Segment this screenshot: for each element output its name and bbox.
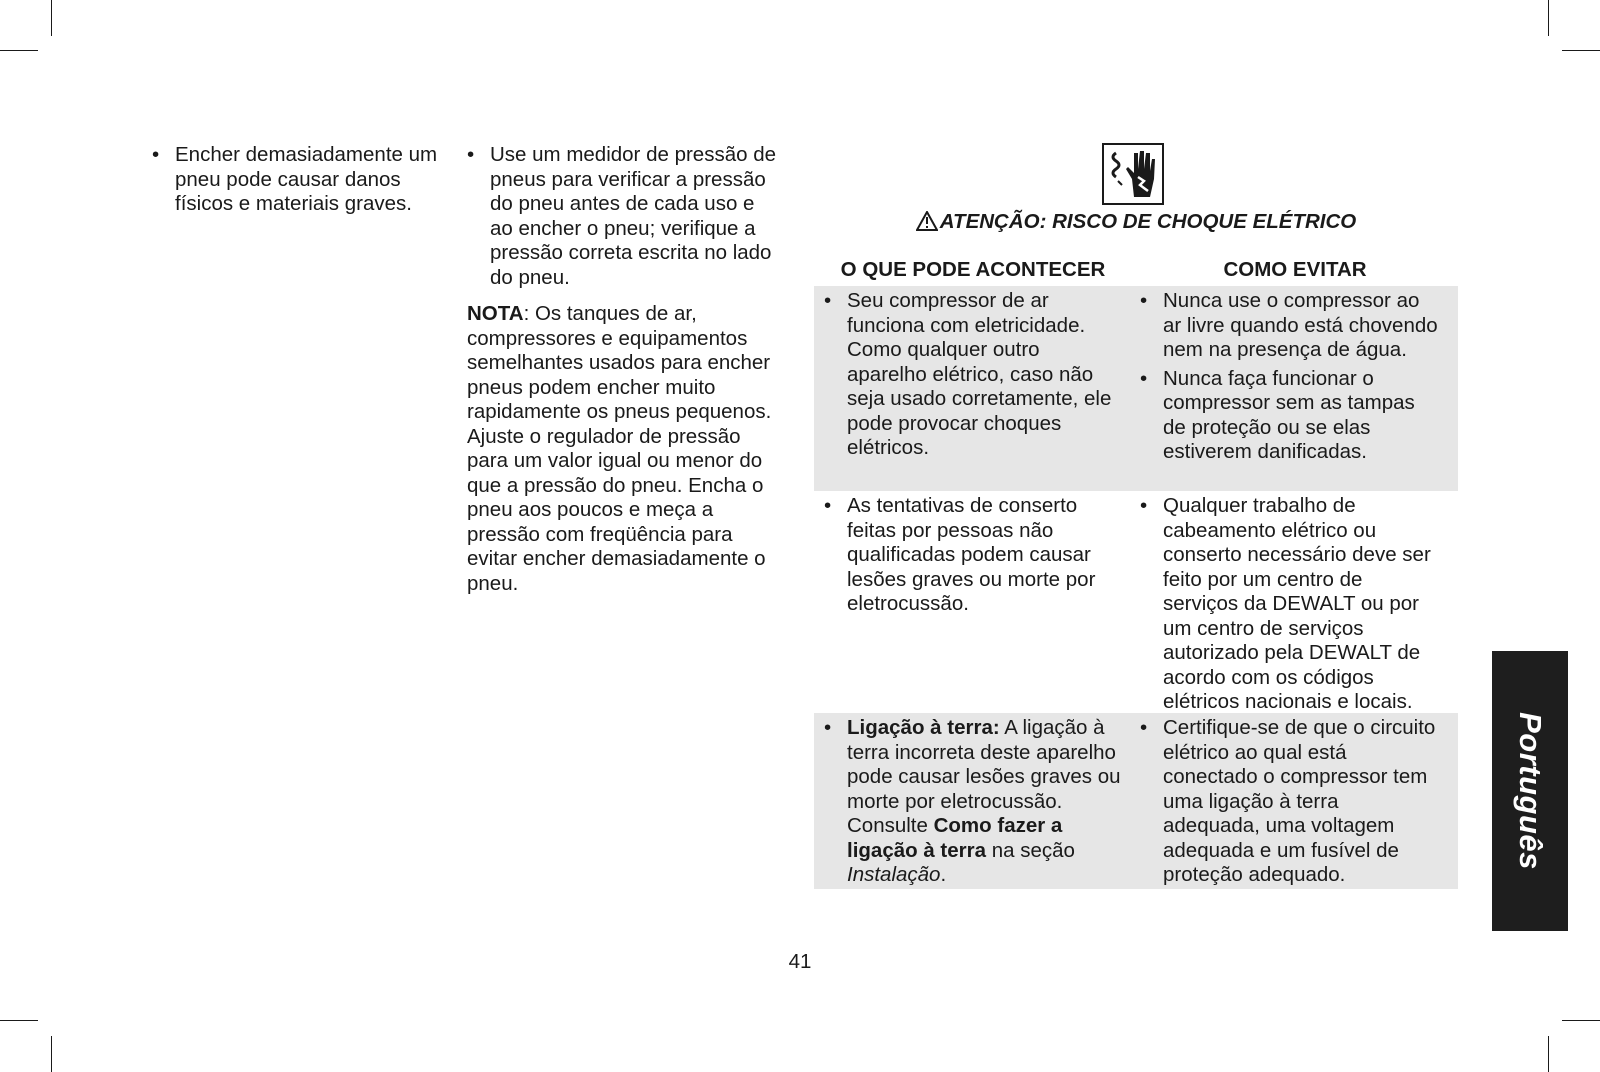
table-row [814, 713, 1458, 889]
table-cell-left [824, 494, 1124, 617]
table-cell-left [824, 289, 1124, 461]
crop-mark [51, 1036, 52, 1072]
italic-reference: Instalação [847, 863, 941, 886]
bullet-item [1140, 494, 1440, 715]
bullet-mark: • [824, 289, 832, 312]
table-cell-right [1140, 289, 1440, 465]
table-header-right: COMO EVITAR [1223, 258, 1367, 281]
brand-name: DEWALT [1272, 592, 1356, 615]
bullet-text: na seção [986, 838, 1075, 862]
language-tab [1492, 651, 1568, 931]
bullet-text: Seu compressor de ar funciona com eletricidade. Como qualquer outro aparelho elétrico, caso não seja usado corretamente, ele pode provocar choques elétricos. [847, 289, 1112, 459]
table-header-left: O QUE PODE ACONTECER [840, 258, 1106, 281]
bullet-mark: • [824, 716, 832, 739]
bullet-text: Use um medidor de pressão de pneus para verificar a pressão do pneu antes de cada uso e ao encher o pneu; verifique a pressão correta escrita no lado do pneu. [490, 143, 777, 289]
brand-name: DEWALT [1308, 641, 1392, 664]
bullet-text: de acordo com os códigos elétricos nacionais e locais. [1163, 641, 1421, 713]
bullet-item [1140, 289, 1440, 363]
bullet-item [1140, 367, 1440, 465]
table-cell-right [1140, 494, 1440, 715]
bullet-item [467, 143, 777, 290]
bullet-mark: • [1140, 366, 1148, 390]
bullet-text: A ligação à terra incorreta deste aparelho pode causar lesões graves ou morte por eletrocussão. Consulte [847, 716, 1121, 837]
left-column [152, 143, 452, 217]
warning-triangle-icon [916, 211, 938, 231]
bullet-mark: • [152, 143, 160, 166]
bullet-mark: • [824, 494, 832, 517]
table-cell-right [1140, 716, 1440, 888]
bold-reference: Como fazer a ligação à terra [847, 814, 1063, 862]
electric-shock-hand-icon [1102, 143, 1164, 205]
warning-title [812, 210, 1460, 234]
bold-term: Ligação à terra: [847, 716, 1000, 739]
crop-mark [1548, 0, 1549, 36]
warning-title-text: ATENÇÃO: RISCO DE CHOQUE ELÉTRICO [939, 210, 1357, 233]
bullet-text: ou por um centro de serviços autorizado pela [1163, 592, 1419, 664]
bullet-mark: • [467, 143, 475, 166]
note-paragraph [467, 302, 777, 596]
bullet-text: Nunca use o compressor ao ar livre quando está chovendo nem na presença de água. [1163, 289, 1438, 361]
bullet-text: Certifique-se de que o circuito elétrico ao qual está conectado o compressor tem uma ligação à terra adequada, uma voltagem adequada e um fusível de proteção adequado. [1163, 716, 1436, 886]
bullet-text: Nunca faça funcionar o compressor sem as tampas de proteção ou se elas estiverem danificadas. [1163, 366, 1415, 463]
bullet-item [152, 143, 452, 217]
crop-mark [1562, 50, 1600, 51]
note-text: : Os tanques de ar, compressores e equipamentos semelhantes usados para encher pneus podem encher muito rapidamente os pneus pequenos. Ajuste o regulador de pressão para um valor igual ou menor do que a pressão do pneu. Encha o pneu aos poucos e meça a pressão com freqüência para evitar encher demasiadamente o pneu. [467, 302, 772, 595]
crop-mark [1562, 1020, 1600, 1021]
table-cell-left [824, 716, 1124, 888]
language-tab-label: Português [1513, 712, 1548, 870]
bullet-mark: • [1140, 716, 1148, 739]
bullet-text: Encher demasiadamente um pneu pode causar danos físicos e materiais graves. [175, 143, 438, 215]
table-row [814, 491, 1458, 713]
bullet-mark: • [1140, 494, 1148, 517]
middle-column [467, 143, 777, 596]
table-row [814, 286, 1458, 491]
crop-mark [0, 1020, 38, 1021]
crop-mark [1548, 1036, 1549, 1072]
bullet-item [824, 716, 1124, 888]
page-number: 41 [788, 950, 812, 973]
bullet-item [824, 289, 1124, 461]
bullet-text: . [940, 863, 947, 886]
bullet-text: As tentativas de conserto feitas por pessoas não qualificadas podem causar lesões graves ou morte por eletrocussão. [847, 494, 1096, 615]
bullet-item [1140, 716, 1440, 888]
bullet-item [824, 494, 1124, 617]
note-label: NOTA [467, 302, 524, 325]
crop-mark [51, 0, 52, 36]
bullet-text: Qualquer trabalho de cabeamento elétrico ou conserto necessário deve ser feito por um centro de serviços da [1163, 494, 1431, 615]
crop-mark [0, 50, 38, 51]
bullet-mark: • [1140, 289, 1148, 312]
